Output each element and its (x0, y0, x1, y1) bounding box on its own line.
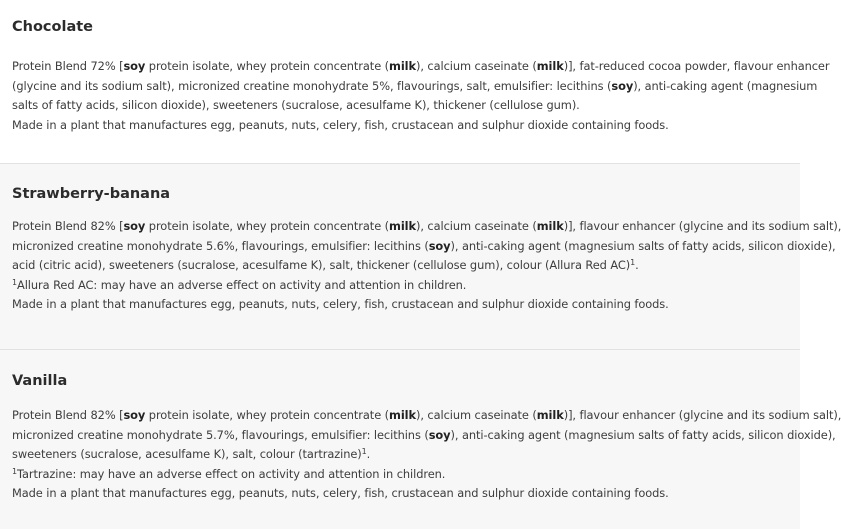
product-section-chocolate (0, 0, 830, 163)
allergen-highlight: milk (536, 408, 564, 422)
allergen-highlight: milk (389, 219, 416, 233)
ingredients-line: acid (citric acid), sweeteners (sucralose, acesulfame K), salt, thickener (cellulose gum), colour (Allura Red AC)$^1$. (12, 258, 639, 273)
ingredients-line: salts of fatty acids, silicon dioxide), sweeteners (sucralose, acesulfame K), thickener (cellulose gum). (12, 98, 580, 113)
product-section-strawberry-banana (0, 163, 841, 349)
allergen-highlight: soy (123, 219, 146, 233)
allergen-highlight: soy (611, 78, 634, 93)
footnote-marker: 1 (630, 258, 636, 268)
footnote-marker: 1 (12, 277, 18, 287)
ingredients-text (12, 217, 841, 315)
allergen-highlight: soy (428, 238, 451, 253)
ingredients-text (12, 406, 841, 504)
ingredients-line: Protein Blend 82% [soy protein isolate, whey protein concentrate (milk), calcium caseinate (milk)], flavour enhancer (glycine and its sodium salt), (12, 408, 841, 422)
product-title: Chocolate (12, 19, 94, 35)
ingredients-line: Made in a plant that manufactures egg, peanuts, nuts, celery, fish, crustacean and sulphur dioxide containing foods. (12, 117, 669, 132)
allergen-highlight: milk (536, 219, 564, 233)
allergen-highlight: soy (123, 408, 146, 422)
product-section-vanilla (0, 349, 841, 529)
ingredients-text (12, 57, 830, 135)
allergen-highlight: soy (428, 427, 451, 442)
ingredients-line: sweeteners (sucralose, acesulfame K), salt, colour (tartrazine)$^1$. (12, 447, 371, 462)
ingredients-line: Made in a plant that manufactures egg, peanuts, nuts, celery, fish, crustacean and sulphur dioxide containing foods. (12, 297, 669, 312)
product-title: Vanilla (12, 373, 68, 389)
product-title: Strawberry-banana (12, 186, 171, 202)
ingredients-line: (glycine and its sodium salt), micronized creatine monohydrate 5%, flavourings, salt, emulsifier: lecithins (soy), anti-caking agent (magnesium (12, 78, 818, 93)
allergen-highlight: soy (123, 59, 146, 73)
ingredients-line: Protein Blend 82% [soy protein isolate, whey protein concentrate (milk), calcium caseinate (milk)], flavour enhancer (glycine and its sodium salt), (12, 219, 841, 233)
ingredients-line: Made in a plant that manufactures egg, peanuts, nuts, celery, fish, crustacean and sulphur dioxide containing foods. (12, 486, 669, 501)
ingredients-line: $^1$Allura Red AC: may have an adverse effect on activity and attention in children. (12, 277, 467, 292)
allergen-highlight: milk (389, 59, 416, 73)
ingredients-line: Protein Blend 72% [soy protein isolate, whey protein concentrate (milk), calcium caseinate (milk)], fat-reduced cocoa powder, flavour enhancer (12, 59, 830, 73)
footnote-marker: 1 (361, 447, 367, 457)
allergen-highlight: milk (389, 408, 416, 422)
ingredients-line: micronized creatine monohydrate 5.7%, flavourings, emulsifier: lecithins (soy), anti-caking agent (magnesium salts of fatty acids, silicon dioxide), (12, 427, 836, 442)
allergen-highlight: milk (536, 59, 564, 73)
footnote-marker: 1 (12, 466, 18, 476)
ingredients-line: $^1$Tartrazine: may have an adverse effect on activity and attention in children. (12, 466, 446, 481)
ingredients-line: micronized creatine monohydrate 5.6%, flavourings, emulsifier: lecithins (soy), anti-caking agent (magnesium salts of fatty acids, silicon dioxide), (12, 238, 836, 253)
